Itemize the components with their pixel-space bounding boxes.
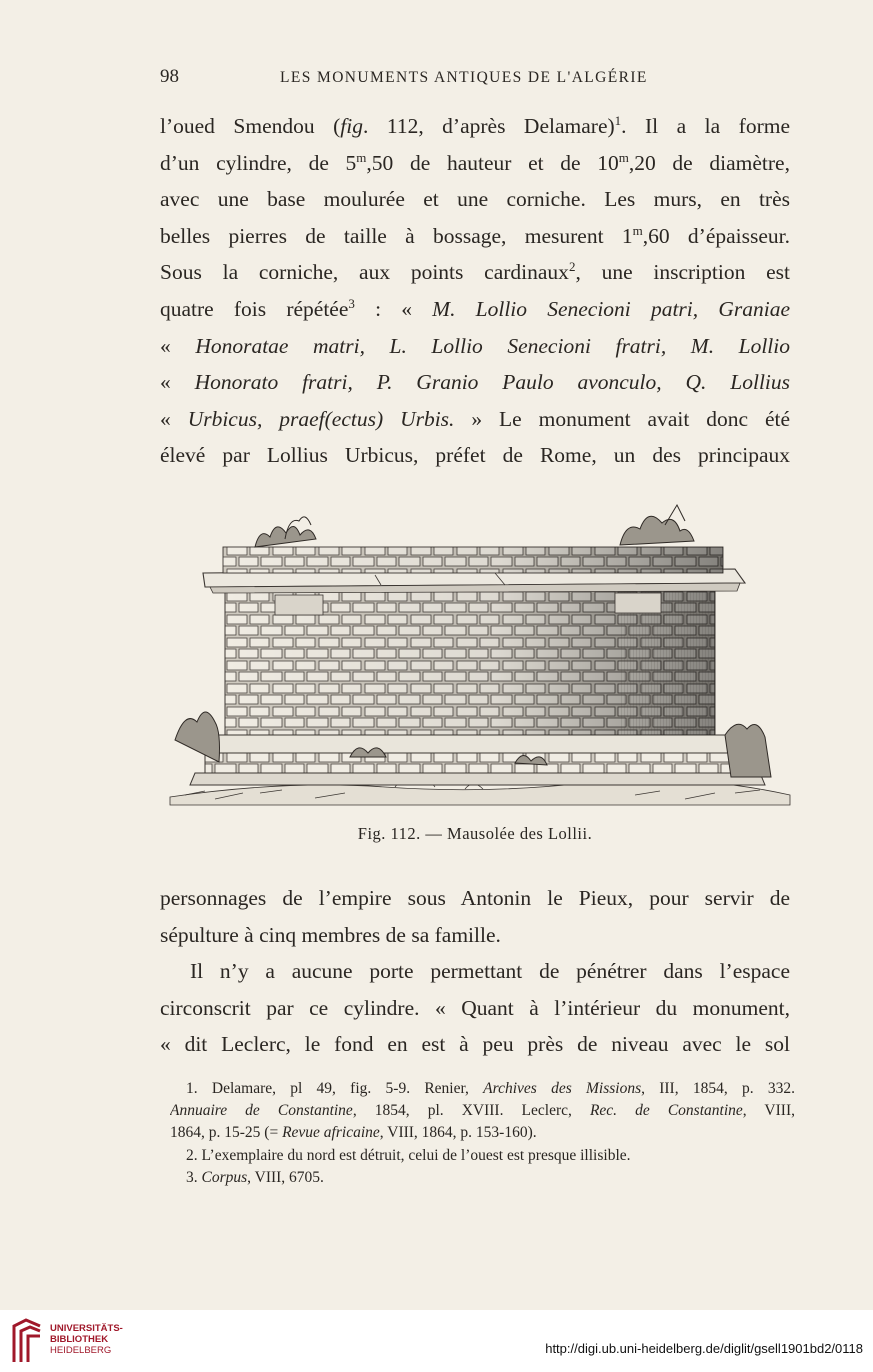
text-line: quatre fois répétée$^3$ : « M. Lollio Senecioni patri, Graniae	[160, 295, 790, 321]
text-line: Il n’y a aucune porte permettant de pénétrer dans l’espace	[190, 959, 790, 984]
footnotes	[170, 1078, 795, 1189]
text-line: « dit Leclerc, le fond en est à peu près de niveau avec le sol	[160, 1032, 790, 1057]
figure-label: Fig. 112.	[357, 824, 421, 843]
body-text-top	[160, 108, 790, 474]
footnote-1-cont: Annuaire de Constantine, 1854, pl. XVIII. Leclerc, Rec. de Constantine, VIII,	[170, 1102, 795, 1120]
library-name[interactable]: UNIVERSITÄTS- BIBLIOTHEK HEIDELBERG	[50, 1323, 123, 1356]
text-line: « Honorato fratri, P. Granio Paulo avonculo, Q. Lollius	[160, 370, 790, 395]
text-line: belles pierres de taille à bossage, mesurent 1$^m$,60 d’épaisseur.	[160, 222, 790, 248]
running-head	[160, 66, 790, 96]
mausoleum-engraving	[165, 495, 795, 810]
text-line: d’un cylindre, de 5$^m$,50 de hauteur et de 10$^m$,20 de diamètre,	[160, 149, 790, 175]
text-line: « Honoratae matri, L. Lollio Senecioni fratri, M. Lollio	[160, 333, 790, 358]
text-line: circonscrit par ce cylindre. « Quant à l’intérieur du monument,	[160, 995, 790, 1020]
footnote-1-cont: 1864, p. 15-25 (= Revue africaine, VIII, 1864, p. 153-160).	[170, 1124, 537, 1142]
source-url-link[interactable]: http://digi.ub.uni-heidelberg.de/diglit/gsell1901bd2/0118	[545, 1341, 863, 1356]
body-text-bottom	[160, 880, 790, 1063]
text-line: élevé par Lollius Urbicus, préfet de Rome, un des principaux	[160, 443, 790, 468]
figure-title: — Mausolée des Lollii.	[420, 824, 593, 843]
running-title: LES MONUMENTS ANTIQUES DE L'ALGÉRIE	[280, 69, 648, 86]
text-line: Sous la corniche, aux points cardinaux$^2$, une inscription est	[160, 259, 790, 285]
footnote-3: 3. Corpus, VIII, 6705.	[186, 1168, 324, 1186]
footnote-2: 2. L’exemplaire du nord est détruit, celui de l’ouest est presque illisible.	[186, 1146, 631, 1164]
library-logo-icon	[10, 1318, 44, 1364]
text-line: personnages de l’empire sous Antonin le Pieux, pour servir de	[160, 886, 790, 910]
text-line: avec une base moulurée et une corniche. Les murs, en très	[160, 187, 790, 212]
text-line: sépulture à cinq membres de sa famille.	[160, 922, 501, 947]
footnote-1: 1. Delamare, pl 49, fig. 5-9. Renier, Archives des Missions, III, 1854, p. 332.	[186, 1080, 795, 1097]
page-number: 98	[160, 66, 179, 87]
text-line: « Urbicus, praef(ectus) Urbis. » Le monument avait donc été	[160, 406, 790, 431]
figure-caption	[160, 824, 790, 844]
text-line: l’oued Smendou (fig. 112, d’après Delamare)$^1$. Il a la forme	[160, 113, 790, 138]
